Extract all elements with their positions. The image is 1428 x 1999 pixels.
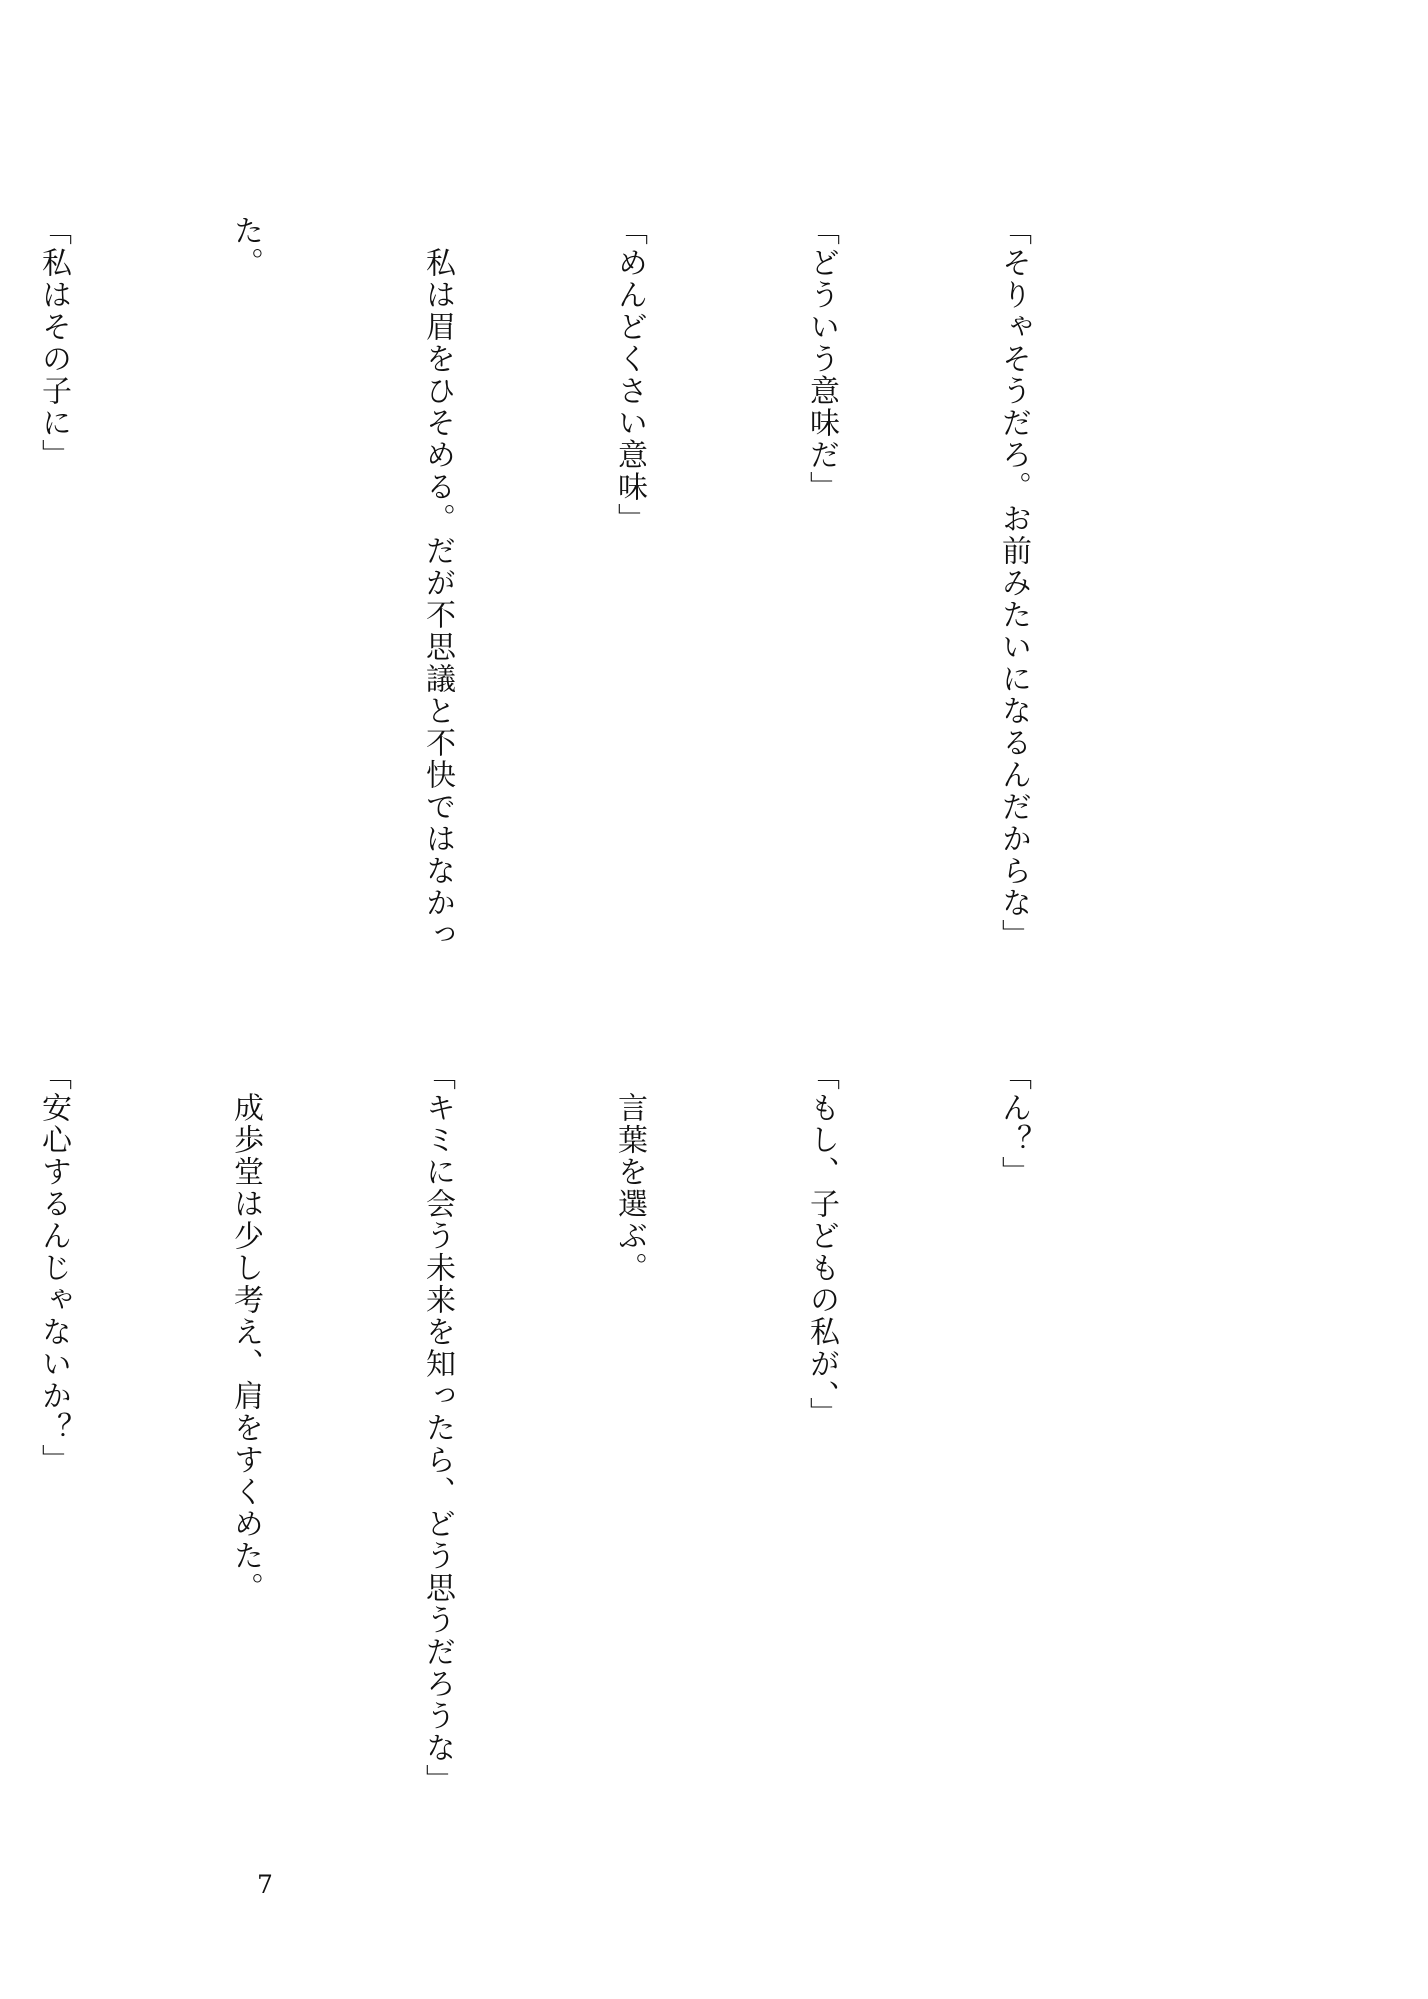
text-line: 「めんどくさい意味」 [612, 215, 647, 535]
page-number: 7 [257, 1870, 273, 1899]
text-line: 「キミに会う未来を知ったら、どう思うだろうな」 [420, 1060, 455, 1796]
text-line: 「安心するんじゃないか？」 [36, 1060, 71, 1476]
text-line: 「ん？」 [996, 1060, 1031, 1188]
text-line: 私は眉をひそめる。だが不思議と不快ではなかっ [420, 215, 455, 951]
text-line: 「もし、子どもの私が、」 [804, 1060, 839, 1429]
text-line: 「そりゃそうだろ。お前みたいになるんだからな」 [996, 215, 1031, 951]
text-line: 「どういう意味だ」 [804, 215, 839, 503]
text-line: 成歩堂は少し考え、肩をすくめた。 [228, 1060, 263, 1604]
top-text-block [36, 215, 1173, 975]
bottom-text-block [36, 1060, 1173, 1820]
text-line: 言葉を選ぶ。 [612, 1060, 647, 1284]
text-line: た。 [228, 215, 263, 279]
text-line: 「私はその子に」 [36, 215, 71, 471]
